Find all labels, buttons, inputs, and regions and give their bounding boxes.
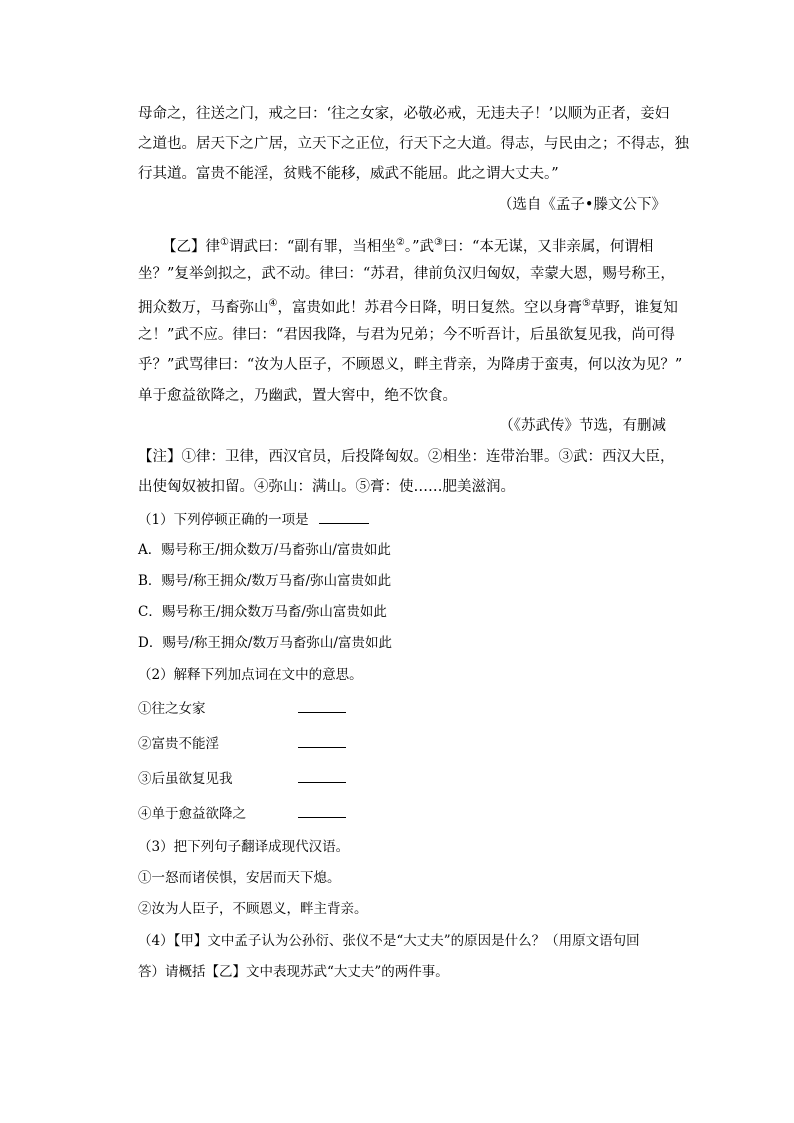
q2-item-2: [138, 733, 678, 754]
yi-line-1-part-c: 。”武: [404, 238, 435, 255]
yi-line-3-part-c: 草野，谁复知: [590, 299, 678, 316]
q2-item-4-blank[interactable]: [298, 803, 346, 818]
yi-line-3-part-b: ，富贵如此！苏君今日降，明日复然。空以身膏: [277, 299, 582, 316]
yi-source: （《苏武传》节选，有删减: [499, 418, 666, 434]
notes-line-2: 出使匈奴被扣留。④弥山：满山。⑤膏：使……肥美滋润。: [138, 479, 515, 495]
q3-sentence-2: ②汝为人臣子，不顾恩义，畔主背亲。: [138, 901, 368, 917]
jia-line-2: 之道也。居天下之广居，立天下之正位，行天下之大道。得志，与民由之；不得志，独: [138, 136, 689, 152]
note-marker-1: ①: [220, 237, 229, 248]
q2-item-1-label: ①往之女家: [138, 701, 206, 717]
jia-line-1: 母命之，往送之门，戒之曰：‘往之女家，必敬必戒，无违夫子！’以顺为正者，妾妇: [138, 106, 670, 122]
q1-option-d: D．赐号/称王拥众/数万马畜弥山/富贵如此: [138, 635, 392, 651]
yi-line-1-part-a: 【乙】律: [162, 238, 220, 255]
q2-item-4-label: ④单于愈益欲降之: [138, 806, 246, 822]
q1-option-c: C．赐号称王/拥众数万马畜/弥山富贵如此: [138, 604, 387, 620]
q2-item-1: [138, 698, 678, 719]
q2-item-3: [138, 768, 678, 789]
yi-line-5: 乎？”武骂律曰：“汝为人臣子，不顾恩义，畔主背亲，为降虏于蛮夷，何以汝为见？”: [138, 357, 683, 373]
notes-line-1: 【注】①律：卫律，西汉官员，后投降匈奴。②相坐：连带治罪。③武：西汉大臣，: [138, 449, 675, 465]
q4-line-1: （4）【甲】文中孟子认为公孙衍、张仪不是“大丈夫”的原因是什么？（用原文语句回: [138, 933, 640, 949]
yi-line-3: [138, 294, 678, 318]
yi-line-6: 单于愈益欲降之，乃幽武，置大窖中，绝不饮食。: [138, 388, 457, 404]
yi-line-1-part-b: 谓武曰：“副有罪，当相坐: [228, 238, 396, 255]
note-marker-5: ⑤: [581, 298, 591, 309]
note-marker-4: ④: [268, 298, 278, 309]
yi-line-4: 之！”武不应。律曰：“君因我降，与君为兄弟；今不听吾计，后虽欲复见我，尚可得: [138, 327, 675, 343]
q1-stem: [138, 509, 678, 530]
q2-item-3-label: ③后虽欲复见我: [138, 771, 233, 787]
yi-line-1: [162, 233, 702, 257]
q2-item-4: [138, 803, 678, 824]
note-marker-3: ③: [434, 237, 443, 248]
q3-sentence-1: ①一怒而诸侯惧，安居而天下熄。: [138, 870, 341, 886]
yi-line-2: 坐？”复举剑拟之，武不动。律曰：“苏君，律前负汉归匈奴，幸蒙大恩，赐号称王，: [138, 266, 675, 282]
q1-stem-text: （1）下列停顿正确的一项是: [138, 512, 309, 528]
yi-line-3-part-a: 拥众数万，马畜弥山: [138, 299, 269, 316]
note-marker-2: ②: [395, 237, 405, 248]
q3-stem: （3）把下列句子翻译成现代汉语。: [138, 839, 350, 855]
q2-item-2-label: ②富贵不能淫: [138, 736, 219, 752]
q1-answer-blank[interactable]: [319, 509, 369, 524]
jia-line-3: 行其道。富贵不能淫，贫贱不能移，威武不能屈。此之谓大丈夫。”: [138, 166, 559, 182]
q2-item-2-blank[interactable]: [298, 733, 346, 748]
yi-line-1-part-d: 曰：“本无谋，又非亲属，何谓相: [443, 238, 654, 255]
q4-line-2: 答）请概括【乙】文中表现苏武“大丈夫”的两件事。: [138, 964, 449, 980]
q2-stem: （2）解释下列加点词在文中的意思。: [138, 667, 363, 683]
q2-item-1-blank[interactable]: [298, 698, 346, 713]
q2-item-3-blank[interactable]: [298, 768, 346, 783]
jia-source: （选自《孟子•滕文公下》: [497, 197, 666, 213]
q1-option-b: B．赐号/称王拥众/数万马畜/弥山富贵如此: [138, 573, 392, 589]
q1-option-a: A．赐号称王/拥众数万/马畜弥山/富贵如此: [138, 542, 391, 558]
